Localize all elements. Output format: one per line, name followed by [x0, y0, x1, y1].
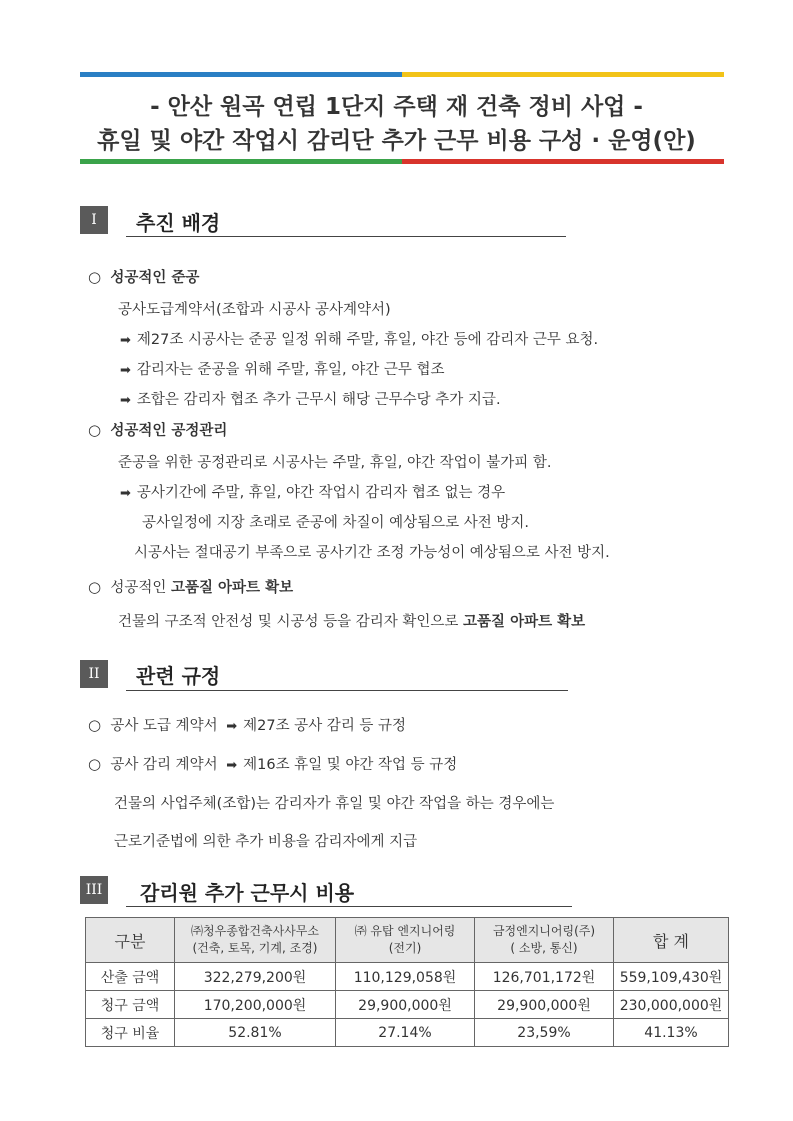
- section-1-item-3-heading: ○ 성공적인 고품질 아파트 확보: [88, 578, 294, 596]
- arrow-right-icon: ➡: [120, 363, 131, 378]
- section-1-item-1-arrow-2: ➡ 감리자는 준공을 위해 주말, 휴일, 야간 근무 협조: [120, 362, 445, 378]
- cell-value: 27.14%: [336, 1019, 475, 1047]
- section-1-title: 추진 배경: [136, 211, 221, 235]
- header-bottom-bar: [80, 159, 724, 164]
- title-line-2: 휴일 및 야간 작업시 감리단 추가 근무 비용 구성 · 운영(안): [97, 128, 696, 154]
- section-1-item-2-arrow: ➡ 공사기간에 주말, 휴일, 야간 작업시 감리자 협조 없는 경우: [120, 485, 506, 501]
- arrow-right-icon: ➡: [120, 333, 131, 348]
- section-1-item-1-arrow-3: ➡ 조합은 감리자 협조 추가 근무시 해당 근무수당 추가 지급.: [120, 392, 501, 408]
- arrow-right-icon: ➡: [226, 758, 238, 773]
- table-row: [86, 991, 729, 1019]
- section-1-item-2-cont-1: 공사일정에 지장 초래로 준공에 차질이 예상됨으로 사전 방지.: [142, 515, 530, 531]
- circle-bullet-icon: ○: [88, 578, 102, 596]
- cell-value: 29,900,000원: [336, 991, 475, 1019]
- arrow-right-icon: ➡: [120, 486, 131, 501]
- section-1-item-2-cont-2: 시공사는 절대공기 부족으로 공사기간 조정 가능성이 예상됨으로 사전 방지.: [134, 545, 610, 561]
- circle-bullet-icon: ○: [88, 755, 102, 773]
- section-1-underline: [126, 236, 566, 237]
- row-label: 산출 금액: [86, 963, 175, 991]
- circle-bullet-icon: ○: [88, 421, 102, 439]
- header-company-3: 금정엔지니어링(주) ( 소방, 통신): [475, 918, 614, 963]
- table-header-row: [86, 918, 729, 963]
- cell-value: 559,109,430원: [614, 963, 729, 991]
- cell-value: 170,200,000원: [175, 991, 336, 1019]
- section-1-item-2-sub: 준공을 위한 공정관리로 시공사는 주말, 휴일, 야간 작업이 불가피 함.: [118, 455, 552, 471]
- title-line-1: - 안산 원곡 연립 1단지 주택 재 건축 정비 사업 -: [150, 94, 643, 120]
- arrow-right-icon: ➡: [120, 393, 131, 408]
- header-total: 합 계: [614, 918, 729, 963]
- top-bar-blue: [80, 72, 402, 77]
- section-2-line-3: 건물의 사업주체(조합)는 감리자가 휴일 및 야간 작업을 하는 경우에는: [114, 796, 555, 812]
- bottom-bar-green: [80, 159, 402, 164]
- cost-table: [85, 917, 729, 1047]
- section-2-underline: [126, 690, 568, 691]
- section-3-number-box: III: [80, 876, 108, 904]
- cell-value: 23,59%: [475, 1019, 614, 1047]
- section-1-item-2-heading: ○ 성공적인 공정관리: [88, 421, 228, 439]
- section-2-title: 관련 규정: [136, 664, 221, 688]
- cell-value: 230,000,000원: [614, 991, 729, 1019]
- section-2-line-2: ○ 공사 감리 계약서 ➡ 제16조 휴일 및 야간 작업 등 규정: [88, 755, 458, 773]
- cell-value: 41.13%: [614, 1019, 729, 1047]
- cell-value: 322,279,200원: [175, 963, 336, 991]
- circle-bullet-icon: ○: [88, 716, 102, 734]
- header-company-2: ㈜ 유탑 엔지니어링 (전기): [336, 918, 475, 963]
- bottom-bar-red: [402, 159, 724, 164]
- section-1-number-box: I: [80, 206, 108, 234]
- header-company-1: ㈜청우종합건축사사무소 (건축, 토목, 기계, 조경): [175, 918, 336, 963]
- arrow-right-icon: ➡: [226, 719, 238, 734]
- section-2-line-1: ○ 공사 도급 계약서 ➡ 제27조 공사 감리 등 규정: [88, 716, 407, 734]
- section-1-item-1-sub: 공사도급계약서(조합과 시공사 공사계약서): [118, 302, 391, 318]
- header-category: 구분: [86, 918, 175, 963]
- section-2-number-box: II: [80, 660, 108, 688]
- table-row: [86, 1019, 729, 1047]
- row-label: 청구 비율: [86, 1019, 175, 1047]
- section-3-underline: [126, 906, 572, 907]
- table-row: [86, 963, 729, 991]
- top-bar-yellow: [402, 72, 724, 77]
- cell-value: 52.81%: [175, 1019, 336, 1047]
- cell-value: 29,900,000원: [475, 991, 614, 1019]
- section-1-item-1-arrow-1: ➡ 제27조 시공사는 준공 일정 위해 주말, 휴일, 야간 등에 감리자 근무 요청.: [120, 332, 599, 348]
- section-2-line-4: 근로기준법에 의한 추가 비용을 감리자에게 지급: [114, 834, 418, 850]
- cell-value: 110,129,058원: [336, 963, 475, 991]
- header-top-bar: [80, 72, 724, 77]
- section-3-title: 감리원 추가 근무시 비용: [140, 881, 355, 905]
- row-label: 청구 금액: [86, 991, 175, 1019]
- cell-value: 126,701,172원: [475, 963, 614, 991]
- section-1-item-3-sub: 건물의 구조적 안전성 및 시공성 등을 감리자 확인으로 고품질 아파트 확보: [118, 614, 586, 630]
- circle-bullet-icon: ○: [88, 268, 102, 286]
- section-1-item-1-heading: ○ 성공적인 준공: [88, 268, 200, 286]
